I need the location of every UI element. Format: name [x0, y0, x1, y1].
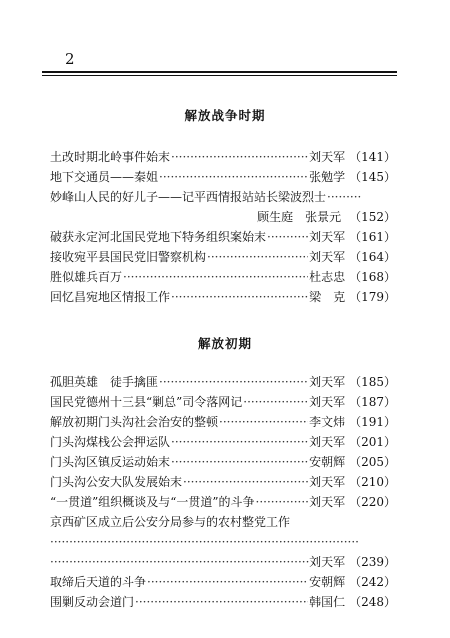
entry-author: 刘天军 [309, 250, 346, 264]
entry-author: 顾生庭 张景元 [257, 210, 342, 224]
entry-page: （242） [349, 575, 396, 589]
entry-title: 门头沟区镇反运动始末 [50, 455, 171, 469]
entry-author: 安朝辉 [309, 455, 346, 469]
entry-author: 韩国仁 [309, 595, 346, 609]
entry-title: 京西矿区成立后公安分局参与的农村整党工作 [50, 515, 291, 529]
section-heading-liberation-war: 解放战争时期 [184, 108, 266, 123]
entry-author: 刘天军 [309, 395, 346, 409]
toc-entry[interactable] [50, 168, 396, 186]
header-rule-thin [42, 75, 397, 76]
entry-page: （239） [349, 555, 396, 569]
leader-dots [50, 553, 309, 571]
toc-entry[interactable] [50, 393, 396, 411]
leader-dots [219, 413, 308, 431]
leader-dots [171, 288, 308, 306]
entry-page: （210） [349, 475, 396, 489]
toc-entry[interactable] [50, 228, 396, 246]
entry-page: （161） [349, 230, 396, 244]
entry-page: （248） [349, 595, 396, 609]
entry-title: 取缔后天道的斗争 [50, 575, 147, 589]
header-rule-thick [42, 71, 397, 73]
toc-entry[interactable] [50, 288, 396, 306]
entry-page: （168） [349, 270, 396, 284]
entry-title: 门头沟公安大队发展始末 [50, 475, 183, 489]
leader-dots [267, 228, 308, 246]
entry-author: 刘天军 [309, 555, 346, 569]
toc-entry[interactable] [50, 573, 396, 591]
entry-title: 围剿反动会道门 [50, 595, 135, 609]
leader-dots [183, 473, 308, 491]
entry-page: （191） [349, 415, 396, 429]
entry-author: 杜志忠 [309, 270, 346, 284]
page-number: 2 [65, 50, 75, 68]
entry-title: 胜似雄兵百万 [50, 270, 123, 284]
entry-author: 刘天军 [309, 150, 346, 164]
entry-page: （152） [349, 210, 396, 224]
entry-title: 国民党德州十三县“剿总”司令落网记 [50, 395, 243, 409]
leader-dots [243, 393, 308, 411]
toc-entry[interactable] [50, 268, 396, 286]
entry-author: 刘天军 [309, 435, 346, 449]
leader-dots-line [50, 533, 360, 551]
entry-author: 张勉学 [309, 170, 346, 184]
toc-entry-continuation[interactable] [50, 208, 396, 226]
toc-entry[interactable] [50, 188, 396, 206]
entry-author: 梁 克 [309, 290, 346, 304]
leader-dots [171, 453, 308, 471]
section-heading-early-liberation: 解放初期 [197, 336, 252, 351]
entry-author: 刘天军 [309, 230, 346, 244]
entry-title: 接收宛平县国民党旧警察机构 [50, 250, 207, 264]
leader-dots [171, 433, 308, 451]
entry-author: 安朝辉 [309, 575, 346, 589]
entry-page: （201） [349, 435, 396, 449]
toc-entry[interactable] [50, 413, 396, 431]
toc-entry-continuation[interactable] [50, 553, 396, 571]
entry-title: 破获永定河北国民党地下特务组织案始末 [50, 230, 267, 244]
entry-page: （187） [349, 395, 396, 409]
entry-title: 回忆昌宛地区情报工作 [50, 290, 171, 304]
toc-entry[interactable] [50, 593, 396, 611]
entry-page: （179） [349, 290, 396, 304]
entry-author: 刘天军 [309, 475, 346, 489]
entry-page: （220） [349, 495, 396, 509]
toc-entry[interactable] [50, 473, 396, 491]
entry-author: 李文炜 [309, 415, 346, 429]
entry-page: （164） [349, 250, 396, 264]
entry-page: （185） [349, 375, 396, 389]
toc-entry[interactable] [50, 433, 396, 451]
toc-entry[interactable] [50, 248, 396, 266]
leader-dots [147, 573, 308, 591]
entry-title: 妙峰山人民的好儿子——记平西情报站站长梁波烈士 [50, 190, 327, 204]
leader-dots [256, 493, 309, 511]
entry-title: 门头沟煤栈公会押运队 [50, 435, 171, 449]
entry-page: （145） [349, 170, 396, 184]
leader-dots [123, 268, 308, 286]
entry-page: （141） [349, 150, 396, 164]
toc-entry[interactable] [50, 148, 396, 166]
toc-entry[interactable] [50, 513, 396, 531]
leader-dots [327, 188, 361, 206]
entry-title: 解放初期门头沟社会治安的整顿 [50, 415, 219, 429]
toc-entry[interactable] [50, 493, 396, 511]
leader-dots [159, 168, 308, 186]
leader-dots [159, 373, 308, 391]
toc-entry[interactable] [50, 373, 396, 391]
entry-title: 地下交通员——秦姐 [50, 170, 159, 184]
toc-entry[interactable] [50, 453, 396, 471]
entry-title: “一贯道”组织概谈及与“一贯道”的斗争 [50, 495, 255, 509]
entry-page: （205） [349, 455, 396, 469]
leader-dots [207, 248, 308, 266]
entry-author: 刘天军 [309, 375, 346, 389]
entry-author: 刘天军 [309, 495, 346, 509]
entry-title: 孤胆英雄 徒手擒匪 [50, 375, 159, 389]
entry-title: 土改时期北岭事件始末 [50, 150, 171, 164]
leader-dots [171, 148, 308, 166]
leader-dots [135, 593, 308, 611]
